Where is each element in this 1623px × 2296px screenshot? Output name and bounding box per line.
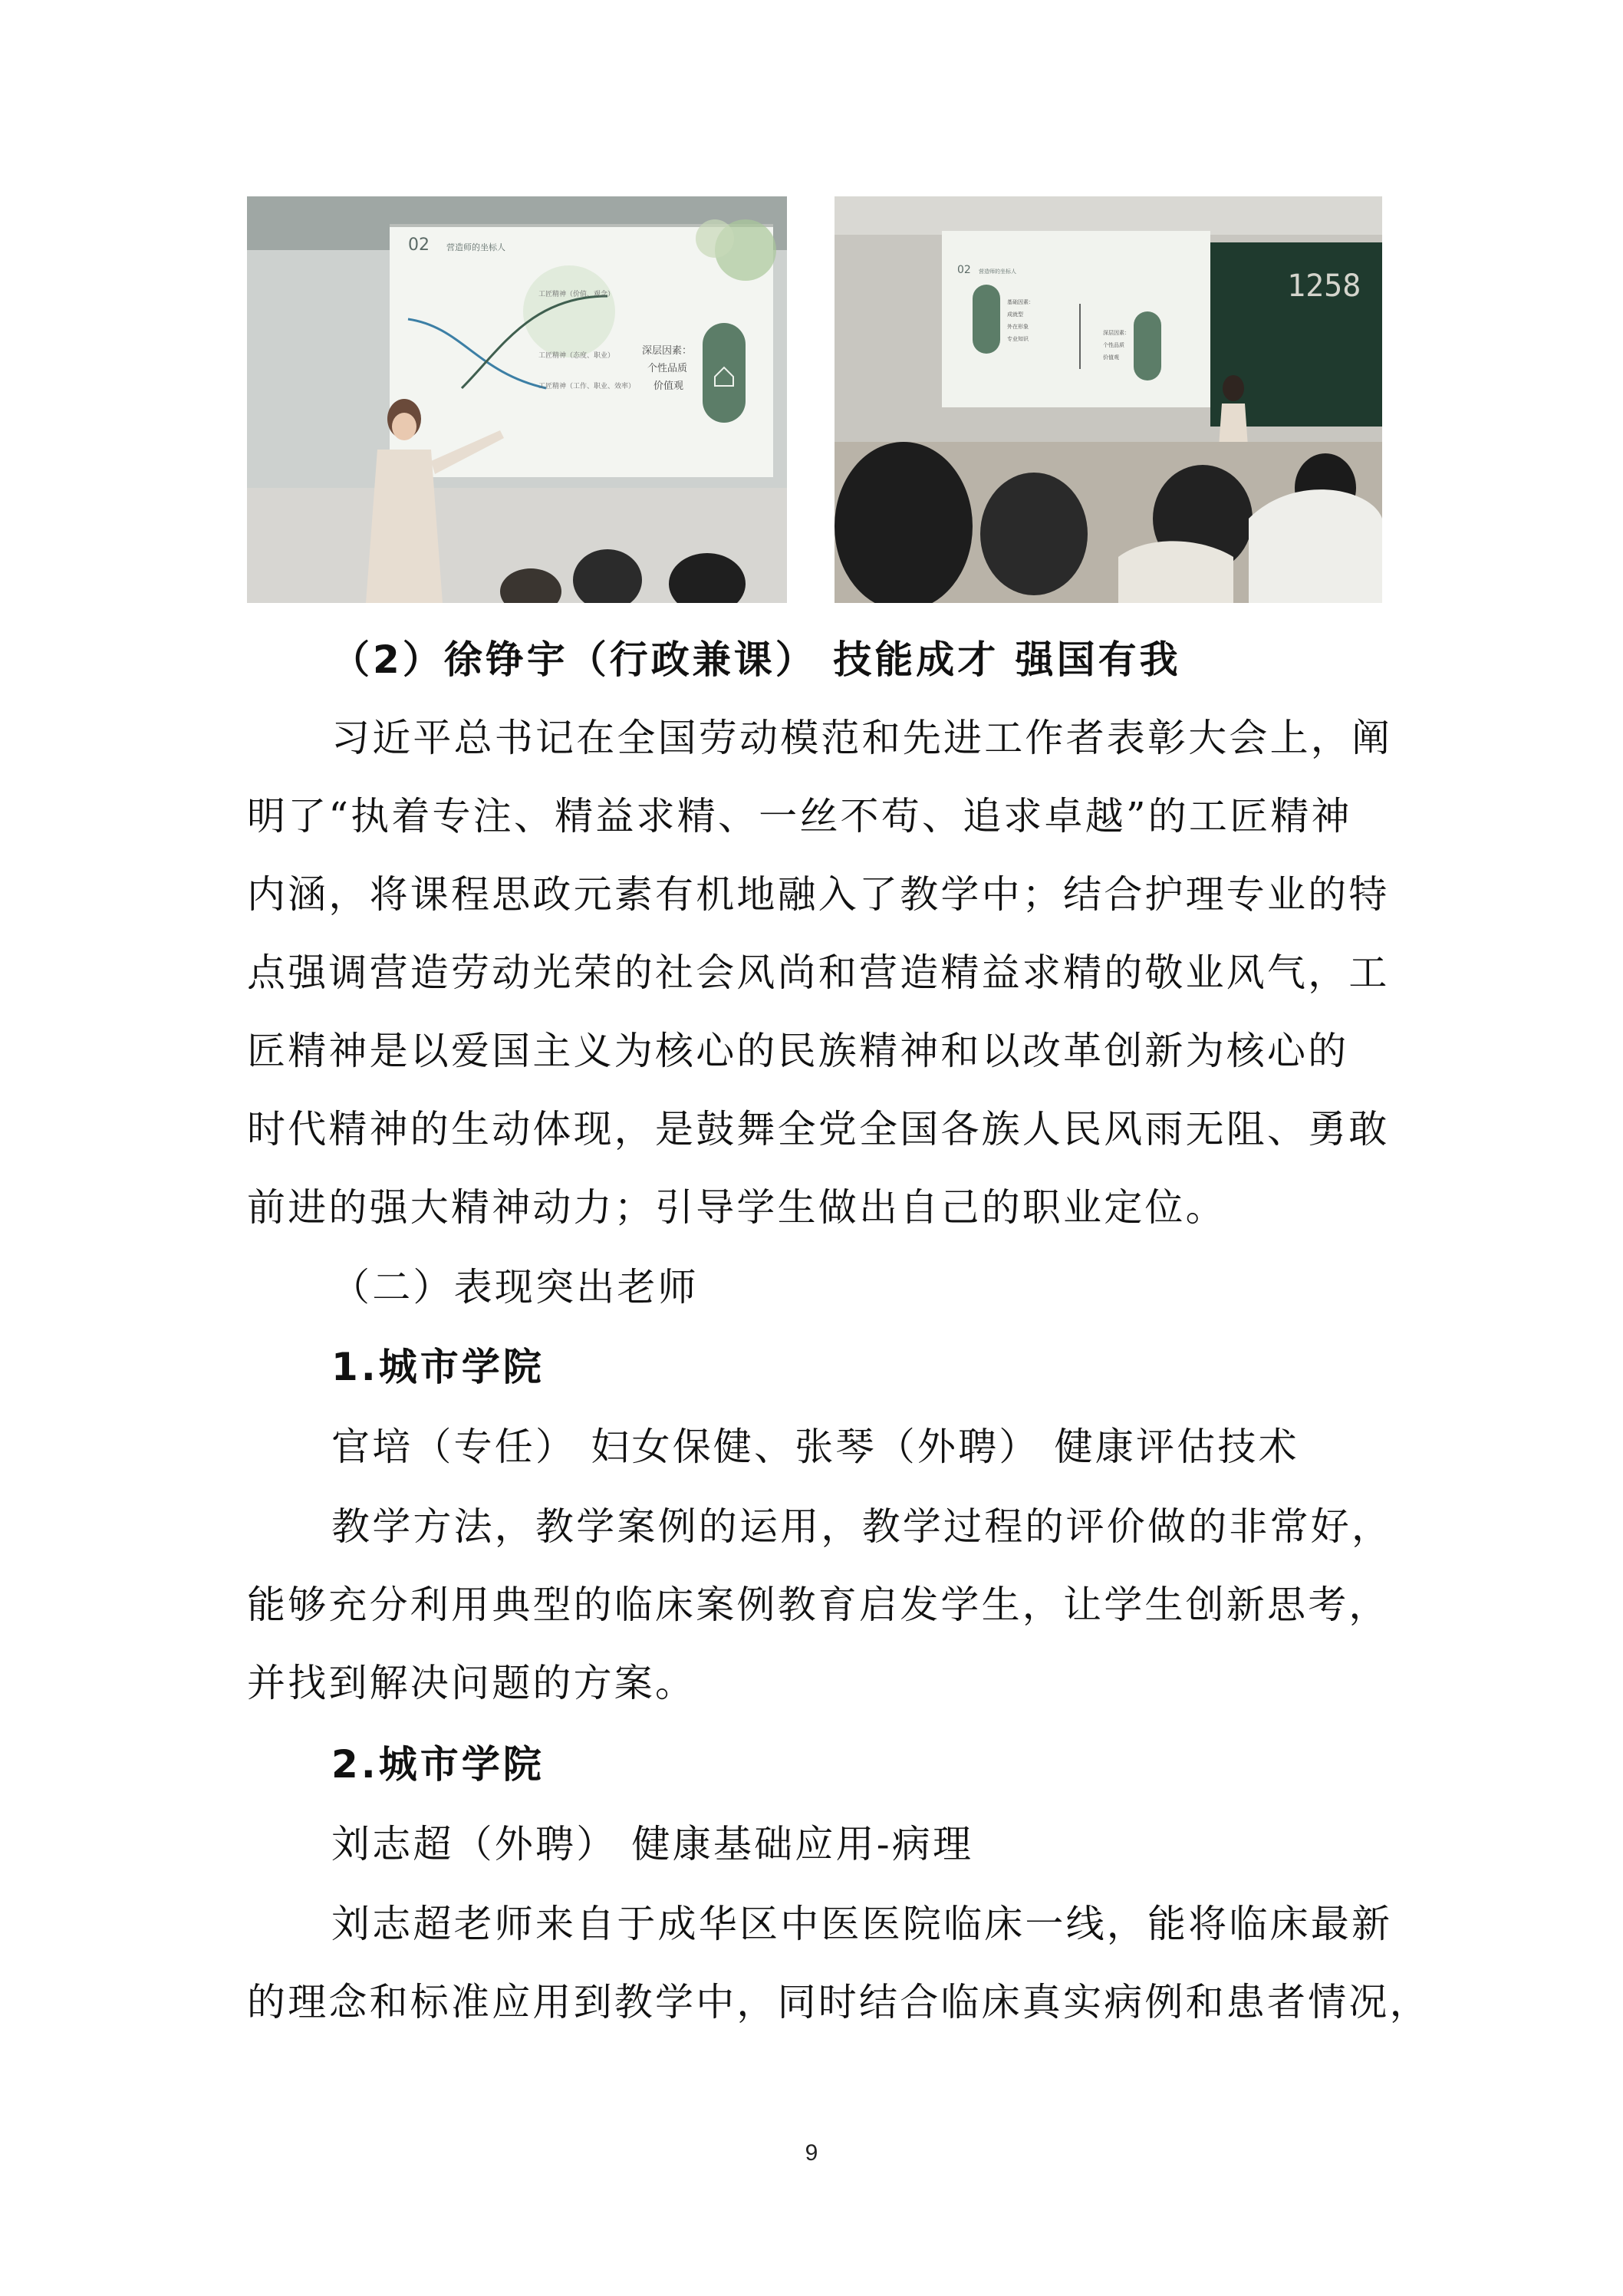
paragraph-line: 前进的强大精神动力；引导学生做出自己的职业定位。: [247, 1185, 1226, 1230]
slide-label-3: 工匠精神（工作、职业、效率）: [538, 383, 636, 390]
paragraph-line: 的理念和标准应用到教学中，同时结合临床真实病例和患者情况，: [247, 1980, 1430, 2024]
paragraph-line: 点强调营造劳动光荣的社会风尚和营造精益求精的敬业风气，工: [247, 950, 1390, 995]
paragraph-line: 刘志超老师来自于成华区中医医院临床一线，能将临床最新: [331, 1902, 1393, 1946]
item2-heading: [331, 1741, 545, 1787]
slide-title-left: 营造师的坐标人: [446, 242, 505, 252]
item1-number: 1.: [331, 1345, 379, 1389]
item1-heading: [331, 1344, 545, 1390]
item1-title: 城市学院: [378, 1345, 545, 1389]
slide-title-right: 营造师的坐标人: [979, 268, 1016, 275]
slide-right-text-3: 价值观: [653, 380, 684, 392]
slide-right-list-1: 深层因素：: [1103, 330, 1130, 336]
item2-title: 城市学院: [378, 1742, 545, 1787]
item1-subtitle: 官培（专任） 妇女保健、张琴（外聘） 健康评估技术: [331, 1425, 1299, 1469]
item2-subtitle: 刘志超（外聘） 健康基础应用-病理: [331, 1822, 974, 1866]
slide-right-text-2: 个性品质: [647, 363, 688, 374]
paragraph-line: 教学方法，教学案例的运用，教学过程的评价做的非常好，: [331, 1504, 1393, 1549]
item2-number: 2.: [331, 1742, 379, 1787]
paragraph-line: 能够充分利用典型的临床案例教育启发学生，让学生创新思考，: [247, 1583, 1390, 1627]
slide-label-1: 工匠精神（价值、观念）: [538, 291, 615, 298]
paragraph-line: 习近平总书记在全国劳动模范和先进工作者表彰大会上，阐: [331, 716, 1393, 760]
slide-label-2: 工匠精神（态度、职业）: [538, 352, 615, 360]
slide-number-right: 02: [957, 264, 971, 276]
slide-right-list-3: 价值观: [1103, 354, 1119, 361]
slide-left-list-4: 专业知识: [1007, 336, 1029, 342]
slide-right-list-2: 个性品质: [1103, 342, 1124, 348]
classroom-photo-right: [835, 196, 1382, 603]
section-heading-outstanding: （二）表现突出老师: [331, 1265, 699, 1309]
paragraph-line: 并找到解决问题的方案。: [247, 1661, 696, 1705]
classroom-photo-right-image: [835, 196, 1382, 603]
page-number: 9: [805, 2140, 818, 2166]
slide-number-left: 02: [408, 236, 430, 255]
slide-left-list-3: 外在形象: [1007, 324, 1029, 330]
classroom-photo-left: [247, 196, 787, 603]
section-heading-xu: （2）徐铮宇（行政兼课） 技能成才 强国有我: [331, 637, 1181, 682]
slide-left-list-2: 成就型: [1007, 311, 1023, 318]
slide-left-list-1: 基础因素：: [1007, 299, 1034, 305]
slide-right-text-1: 深层因素：: [642, 345, 693, 357]
paragraph-line: 明了“执着专注、精益求精、一丝不苟、追求卓越”的工匠精神: [247, 794, 1352, 838]
classroom-photo-left-image: [247, 196, 787, 603]
paragraph-line: 时代精神的生动体现，是鼓舞全党全国各族人民风雨无阻、勇敢: [247, 1107, 1390, 1151]
paragraph-line: 内涵，将课程思政元素有机地融入了教学中；结合护理专业的特: [247, 872, 1390, 917]
paragraph-line: 匠精神是以爱国主义为核心的民族精神和以改革创新为核心的: [247, 1029, 1349, 1073]
board-text: 1258: [1287, 268, 1361, 304]
